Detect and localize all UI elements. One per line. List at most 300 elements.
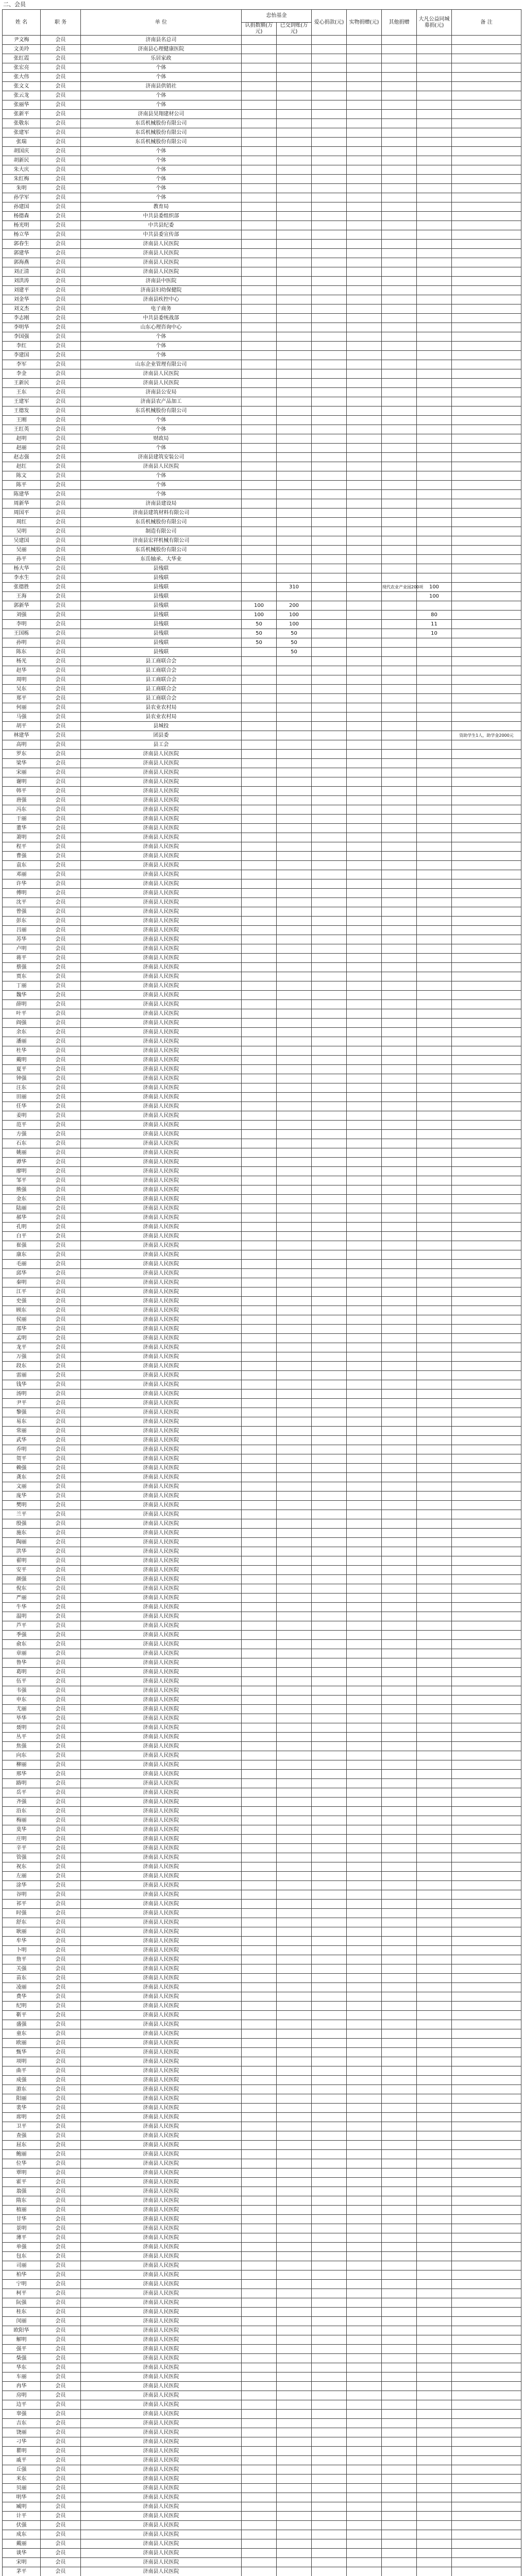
cell-remarks [452,314,521,323]
cell-fund-pledged [242,1000,277,1009]
cell-other-donation [382,1742,417,1751]
cell-love-donation [312,1482,347,1492]
cell-physical-donation [347,351,382,360]
cell-other-donation [382,1380,417,1389]
cell-unit: 东岳轴承、大华业 [81,555,242,564]
cell-fund-paid [277,1788,312,1798]
cell-name: 袁东 [3,861,41,870]
table-row [3,2280,521,2289]
cell-name: 隋东 [3,2196,41,2206]
cell-physical-donation [347,1529,382,1538]
table-row [3,1139,521,1148]
cell-other-donation [382,63,417,73]
cell-fund-paid [277,2104,312,2113]
cell-unit: 济南县妇幼保健院 [81,286,242,295]
table-row [3,2400,521,2410]
cell-physical-donation [347,842,382,852]
cell-other-donation [382,82,417,91]
cell-love-donation [312,369,347,379]
cell-other-donation [382,2141,417,2150]
cell-unit: 中共县纪委 [81,221,242,230]
cell-position: 会员 [41,1714,81,1723]
cell-fund-pledged [242,1955,277,1964]
table-row [3,1714,521,1723]
cell-fund-paid [277,342,312,351]
cell-name: 尹平 [3,1399,41,1408]
cell-physical-donation [347,954,382,963]
cell-name: 卢明 [3,944,41,954]
cell-other-donation [382,879,417,889]
cell-position: 会员 [41,2243,81,2252]
cell-remarks [452,45,521,54]
cell-unit: 济南县人民医院 [81,1603,242,1612]
cell-love-donation [312,1362,347,1371]
cell-remarks [452,1714,521,1723]
cell-name: 解明 [3,2335,41,2345]
cell-unit: 济南县人民医院 [81,1844,242,1853]
cell-fund-paid [277,1779,312,1788]
cell-love-donation [312,91,347,100]
cell-other-donation [382,444,417,453]
cell-fund-paid [277,1992,312,2002]
cell-remarks [452,1427,521,1436]
cell-volunteer [417,1492,452,1501]
cell-fund-pledged [242,2382,277,2391]
cell-position: 会员 [41,2215,81,2224]
cell-physical-donation [347,2567,382,2576]
cell-volunteer [417,110,452,119]
cell-position: 会员 [41,1204,81,1213]
cell-volunteer [417,731,452,740]
cell-physical-donation [347,1130,382,1139]
cell-love-donation [312,852,347,861]
cell-remarks [452,2002,521,2011]
cell-other-donation [382,675,417,685]
table-row [3,100,521,110]
cell-name: 计平 [3,2512,41,2521]
cell-fund-paid [277,1269,312,1278]
cell-love-donation [312,2363,347,2372]
cell-unit: 济南县人民医院 [81,1640,242,1649]
cell-name: 施东 [3,1529,41,1538]
cell-physical-donation [347,406,382,416]
cell-volunteer [417,750,452,759]
cell-fund-paid [277,555,312,564]
cell-unit: 济南县人民医院 [81,1872,242,1881]
cell-volunteer [417,2493,452,2502]
cell-other-donation [382,1260,417,1269]
cell-fund-paid [277,1167,312,1176]
cell-remarks [452,91,521,100]
cell-position: 会员 [41,1389,81,1399]
cell-fund-pledged [242,1297,277,1306]
cell-name: 成东 [3,2530,41,2539]
cell-volunteer [417,879,452,889]
cell-love-donation [312,944,347,954]
cell-name: 刘文杰 [3,304,41,314]
table-row [3,1028,521,1037]
cell-love-donation [312,1649,347,1658]
cell-volunteer [417,1760,452,1770]
cell-unit: 济南县农产品加工 [81,397,242,406]
cell-fund-paid [277,1909,312,1918]
cell-other-donation [382,935,417,944]
cell-fund-pledged [242,63,277,73]
cell-unit: 个体 [81,342,242,351]
table-row [3,2372,521,2382]
cell-volunteer [417,100,452,110]
table-row [3,1621,521,1631]
cell-name: 郭新华 [3,601,41,611]
cell-love-donation [312,1584,347,1594]
cell-position: 会员 [41,342,81,351]
cell-fund-paid [277,1371,312,1380]
cell-remarks [452,1538,521,1547]
cell-name: 张红霞 [3,54,41,63]
table-row [3,1631,521,1640]
cell-fund-paid [277,666,312,675]
cell-position: 会员 [41,128,81,138]
cell-name: 兰平 [3,1510,41,1519]
cell-other-donation [382,499,417,509]
cell-love-donation [312,555,347,564]
cell-physical-donation [347,1779,382,1788]
cell-name: 葛明 [3,1668,41,1677]
table-row [3,2215,521,2224]
cell-other-donation [382,2104,417,2113]
cell-fund-pledged [242,1723,277,1733]
cell-fund-paid [277,1380,312,1389]
cell-name: 郭建华 [3,249,41,258]
cell-love-donation [312,1937,347,1946]
cell-physical-donation [347,1232,382,1241]
cell-position: 会员 [41,147,81,156]
cell-position: 会员 [41,175,81,184]
cell-unit: 济南县人民医院 [81,1556,242,1566]
cell-fund-pledged [242,1705,277,1714]
cell-fund-pledged [242,1445,277,1454]
cell-fund-paid [277,1056,312,1065]
cell-unit: 个体 [81,490,242,499]
cell-position: 会员 [41,1733,81,1742]
cell-remarks [452,1065,521,1074]
cell-love-donation [312,2502,347,2512]
cell-unit: 济南县人民医院 [81,1816,242,1825]
cell-volunteer [417,1334,452,1343]
cell-position: 会员 [41,1696,81,1705]
cell-unit: 济南县人民医院 [81,2150,242,2159]
cell-love-donation [312,564,347,573]
cell-other-donation [382,2233,417,2243]
cell-name: 牟华 [3,1937,41,1946]
cell-unit: 济南县人民医院 [81,861,242,870]
table-row [3,1575,521,1584]
cell-remarks [452,2382,521,2391]
cell-fund-pledged [242,1158,277,1167]
cell-other-donation [382,2530,417,2539]
table-row [3,490,521,499]
cell-position: 会员 [41,1983,81,1992]
cell-volunteer [417,815,452,824]
cell-remarks [452,1343,521,1352]
cell-other-donation [382,2335,417,2345]
table-row [3,1102,521,1111]
cell-love-donation [312,1696,347,1705]
cell-other-donation [382,2410,417,2419]
cell-unit: 济南县人民医院 [81,1658,242,1668]
cell-position: 会员 [41,518,81,527]
cell-physical-donation [347,462,382,471]
cell-unit: 济南县人民医院 [81,1213,242,1223]
cell-position: 会员 [41,555,81,564]
cell-love-donation [312,1278,347,1287]
cell-name: 邢华 [3,1770,41,1779]
cell-fund-pledged [242,2104,277,2113]
cell-remarks [452,1111,521,1121]
cell-physical-donation [347,509,382,518]
cell-fund-pledged [242,935,277,944]
cell-unit: 济南县人民医院 [81,1900,242,1909]
cell-fund-paid [277,1074,312,1083]
cell-fund-pledged [242,2308,277,2317]
cell-name: 胡平 [3,722,41,731]
cell-remarks [452,1760,521,1770]
cell-name: 张丽华 [3,100,41,110]
cell-physical-donation [347,750,382,759]
cell-unit: 济南县人民医院 [81,2382,242,2391]
cell-fund-pledged [242,1631,277,1640]
cell-physical-donation [347,175,382,184]
cell-fund-pledged [242,1677,277,1686]
cell-love-donation [312,379,347,388]
cell-remarks [452,193,521,202]
cell-unit: 济南县人民医院 [81,1677,242,1686]
cell-remarks [452,2057,521,2066]
cell-other-donation [382,1454,417,1464]
cell-unit: 济南县人民医院 [81,2104,242,2113]
cell-fund-paid [277,1482,312,1492]
cell-fund-paid [277,1352,312,1362]
cell-fund-paid [277,1306,312,1315]
cell-unit: 济南县人民医院 [81,2372,242,2382]
cell-volunteer [417,1853,452,1862]
cell-fund-paid [277,1835,312,1844]
cell-remarks [452,1176,521,1185]
cell-name: 傅明 [3,889,41,898]
cell-unit: 济南县人民医院 [81,1862,242,1872]
table-row [3,110,521,119]
cell-remarks [452,2549,521,2558]
cell-volunteer [417,1816,452,1825]
cell-love-donation [312,1760,347,1770]
cell-remarks [452,2521,521,2530]
cell-position: 会员 [41,138,81,147]
cell-unit: 济南县人民医院 [81,2141,242,2150]
cell-volunteer [417,2391,452,2400]
cell-unit: 济南县人民医院 [81,1798,242,1807]
cell-other-donation [382,2224,417,2233]
cell-name: 宁明 [3,2280,41,2289]
cell-love-donation [312,1306,347,1315]
cell-fund-paid [277,304,312,314]
cell-volunteer [417,1445,452,1454]
cell-unit: 济南县人民医院 [81,2168,242,2178]
cell-position: 会员 [41,685,81,694]
cell-position: 会员 [41,1334,81,1343]
cell-unit: 济南县人民医院 [81,2187,242,2196]
cell-remarks [452,54,521,63]
cell-physical-donation [347,2382,382,2391]
cell-fund-paid [277,1798,312,1807]
cell-fund-paid [277,267,312,277]
cell-love-donation [312,1955,347,1964]
cell-position: 会员 [41,768,81,777]
cell-volunteer [417,202,452,212]
table-row [3,73,521,82]
cell-remarks [452,406,521,416]
cell-name: 蒋平 [3,954,41,963]
cell-unit: 济南县人民医院 [81,1065,242,1074]
cell-physical-donation [347,1760,382,1770]
cell-physical-donation [347,2002,382,2011]
cell-fund-paid [277,750,312,759]
cell-volunteer [417,833,452,842]
table-row [3,944,521,954]
cell-unit: 济南县人民医院 [81,1278,242,1287]
cell-volunteer [417,1955,452,1964]
cell-other-donation [382,1399,417,1408]
cell-remarks [452,926,521,935]
cell-other-donation [382,379,417,388]
cell-fund-paid [277,1046,312,1056]
cell-fund-pledged [242,1241,277,1250]
cell-fund-paid [277,2131,312,2141]
cell-fund-paid [277,1714,312,1723]
cell-position: 会员 [41,1705,81,1714]
cell-fund-pledged [242,240,277,249]
cell-physical-donation [347,1974,382,1983]
cell-unit: 济南县人民医院 [81,2400,242,2410]
table-row [3,1909,521,1918]
cell-love-donation [312,833,347,842]
cell-other-donation [382,768,417,777]
cell-position: 会员 [41,750,81,759]
cell-position: 会员 [41,1417,81,1427]
cell-fund-paid [277,2558,312,2567]
cell-physical-donation [347,546,382,555]
cell-remarks [452,36,521,45]
cell-position: 会员 [41,1046,81,1056]
cell-love-donation [312,332,347,342]
cell-physical-donation [347,1594,382,1603]
cell-remarks [452,536,521,546]
table-row [3,1705,521,1714]
cell-fund-paid [277,434,312,444]
cell-other-donation [382,546,417,555]
cell-love-donation [312,2382,347,2391]
cell-love-donation [312,416,347,425]
cell-physical-donation [347,138,382,147]
cell-love-donation [312,1603,347,1612]
cell-position: 会员 [41,981,81,991]
cell-unit: 济南县人民医院 [81,1009,242,1019]
cell-fund-pledged [242,666,277,675]
cell-remarks [452,1890,521,1900]
cell-volunteer [417,1872,452,1881]
table-row [3,193,521,202]
cell-love-donation [312,1798,347,1807]
cell-position: 会员 [41,1575,81,1584]
cell-love-donation [312,2317,347,2326]
cell-physical-donation [347,1121,382,1130]
cell-name: 杨大华 [3,564,41,573]
cell-name: 朱明 [3,184,41,193]
cell-remarks [452,703,521,713]
cell-fund-pledged [242,175,277,184]
table-row [3,1816,521,1825]
cell-unit: 济南县人民医院 [81,1019,242,1028]
cell-other-donation [382,759,417,768]
cell-name: 闵丽 [3,2317,41,2326]
cell-name: 纪明 [3,2002,41,2011]
cell-fund-pledged [242,1223,277,1232]
cell-unit: 县农业农村局 [81,703,242,713]
cell-position: 会员 [41,1074,81,1083]
cell-physical-donation [347,2261,382,2270]
cell-physical-donation [347,1037,382,1046]
cell-physical-donation [347,536,382,546]
cell-fund-paid: 50 [277,648,312,657]
cell-volunteer [417,2159,452,2168]
table-row [3,694,521,703]
cell-remarks [452,2270,521,2280]
cell-fund-paid [277,1250,312,1260]
cell-unit: 济南县人民医院 [81,1241,242,1250]
cell-love-donation [312,1640,347,1649]
cell-fund-paid [277,110,312,119]
cell-fund-paid [277,2113,312,2122]
cell-unit: 济南县人民医院 [81,1779,242,1788]
cell-remarks [452,147,521,156]
cell-love-donation [312,73,347,82]
cell-love-donation [312,1399,347,1408]
cell-other-donation [382,2447,417,2456]
cell-unit: 东岳机械股份有限公司 [81,138,242,147]
cell-position: 会员 [41,1362,81,1371]
cell-unit: 济南县人民医院 [81,2048,242,2057]
cell-other-donation [382,638,417,648]
cell-unit: 县工商联合会 [81,675,242,685]
cell-fund-pledged [242,304,277,314]
cell-love-donation [312,638,347,648]
table-row [3,564,521,573]
cell-physical-donation [347,1325,382,1334]
cell-other-donation [382,1028,417,1037]
table-row [3,611,521,620]
cell-fund-pledged [242,842,277,852]
cell-unit: 济南县人民医院 [81,240,242,249]
cell-fund-pledged [242,1742,277,1751]
cell-fund-pledged [242,1232,277,1241]
cell-other-donation [382,870,417,879]
cell-remarks [452,63,521,73]
cell-other-donation [382,1964,417,1974]
cell-fund-paid [277,1148,312,1158]
cell-unit: 济南县人民医院 [81,2484,242,2493]
cell-name: 李明 [3,620,41,629]
cell-other-donation [382,45,417,54]
cell-love-donation [312,2521,347,2530]
